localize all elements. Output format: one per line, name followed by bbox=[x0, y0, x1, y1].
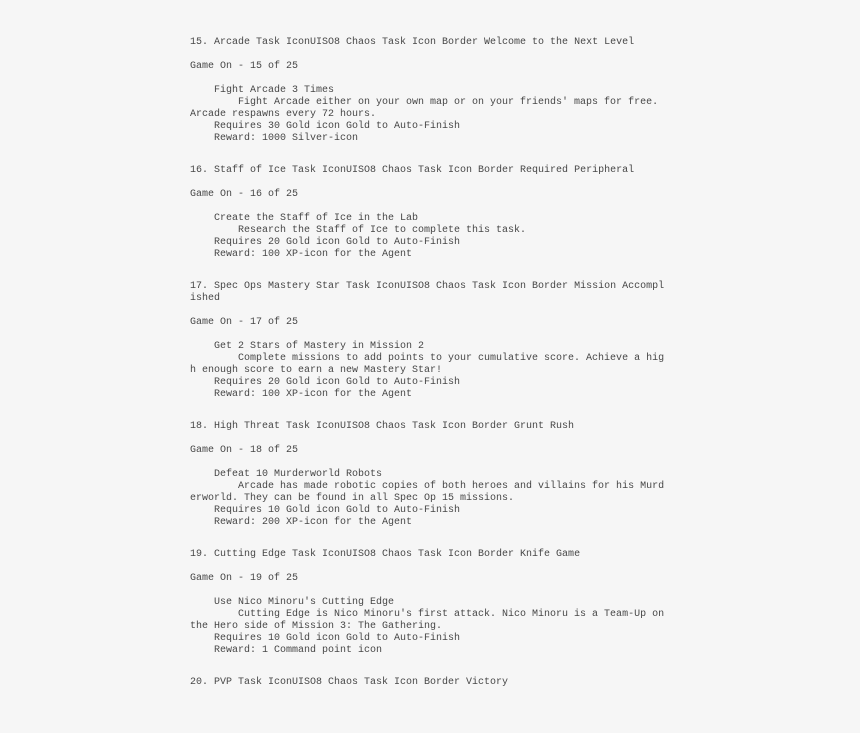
task-details bbox=[190, 597, 670, 657]
task-details bbox=[190, 469, 670, 529]
task-objective: Defeat 10 Murderworld Robots bbox=[214, 469, 383, 480]
task-reward: Reward: 100 XP-icon for the Agent bbox=[214, 249, 413, 260]
task-details bbox=[190, 341, 670, 401]
task-section bbox=[190, 549, 670, 657]
task-requires: Requires 10 Gold icon Gold to Auto-Finish bbox=[214, 505, 461, 516]
task-progress: Game On - 17 of 25 bbox=[190, 317, 299, 328]
task-section bbox=[190, 165, 670, 261]
task-objective: Fight Arcade 3 Times bbox=[214, 85, 335, 96]
task-requires: Requires 20 Gold icon Gold to Auto-Finish bbox=[214, 237, 461, 248]
task-reward: Reward: 100 XP-icon for the Agent bbox=[214, 389, 413, 400]
task-requires: Requires 20 Gold icon Gold to Auto-Finish bbox=[214, 377, 461, 388]
task-objective: Create the Staff of Ice in the Lab bbox=[214, 213, 419, 224]
task-description: Arcade has made robotic copies of both heroes and villains for his Murderworld. They can be found in all Spec Op 15 missions. bbox=[190, 481, 665, 504]
task-description: Cutting Edge is Nico Minoru's first attack. Nico Minoru is a Team-Up on the Hero side of Mission 3: The Gathering. bbox=[190, 609, 671, 632]
task-objective: Use Nico Minoru's Cutting Edge bbox=[214, 597, 395, 608]
task-description: Fight Arcade either on your own map or on your friends' maps for free. Arcade respawns every 72 hours. bbox=[190, 97, 665, 120]
task-list bbox=[190, 0, 670, 689]
task-title: 17. Spec Ops Mastery Star Task IconUISO8 Chaos Task Icon Border Mission Accomplished bbox=[190, 281, 665, 304]
task-progress: Game On - 19 of 25 bbox=[190, 573, 299, 584]
task-description: Research the Staff of Ice to complete this task. bbox=[238, 225, 527, 236]
task-reward: Reward: 1000 Silver-icon bbox=[214, 133, 359, 144]
task-details bbox=[190, 213, 670, 261]
task-title: 19. Cutting Edge Task IconUISO8 Chaos Task Icon Border Knife Game bbox=[190, 549, 581, 560]
task-progress: Game On - 15 of 25 bbox=[190, 61, 299, 72]
task-reward: Reward: 1 Command point icon bbox=[214, 645, 383, 656]
task-section bbox=[190, 281, 670, 401]
task-section bbox=[190, 421, 670, 529]
task-title: 16. Staff of Ice Task IconUISO8 Chaos Task Icon Border Required Peripheral bbox=[190, 165, 635, 176]
task-section bbox=[190, 677, 670, 689]
task-title: 15. Arcade Task IconUISO8 Chaos Task Icon Border Welcome to the Next Level bbox=[190, 37, 635, 48]
task-title: 20. PVP Task IconUISO8 Chaos Task Icon Border Victory bbox=[190, 677, 509, 688]
task-requires: Requires 30 Gold icon Gold to Auto-Finish bbox=[214, 121, 461, 132]
task-progress: Game On - 16 of 25 bbox=[190, 189, 299, 200]
task-objective: Get 2 Stars of Mastery in Mission 2 bbox=[214, 341, 425, 352]
task-reward: Reward: 200 XP-icon for the Agent bbox=[214, 517, 413, 528]
task-section bbox=[190, 37, 670, 145]
task-requires: Requires 10 Gold icon Gold to Auto-Finish bbox=[214, 633, 461, 644]
task-details bbox=[190, 85, 670, 145]
task-progress: Game On - 18 of 25 bbox=[190, 445, 299, 456]
task-title: 18. High Threat Task IconUISO8 Chaos Task Icon Border Grunt Rush bbox=[190, 421, 575, 432]
task-description: Complete missions to add points to your cumulative score. Achieve a high enough score to earn a new Mastery Star! bbox=[190, 353, 665, 376]
